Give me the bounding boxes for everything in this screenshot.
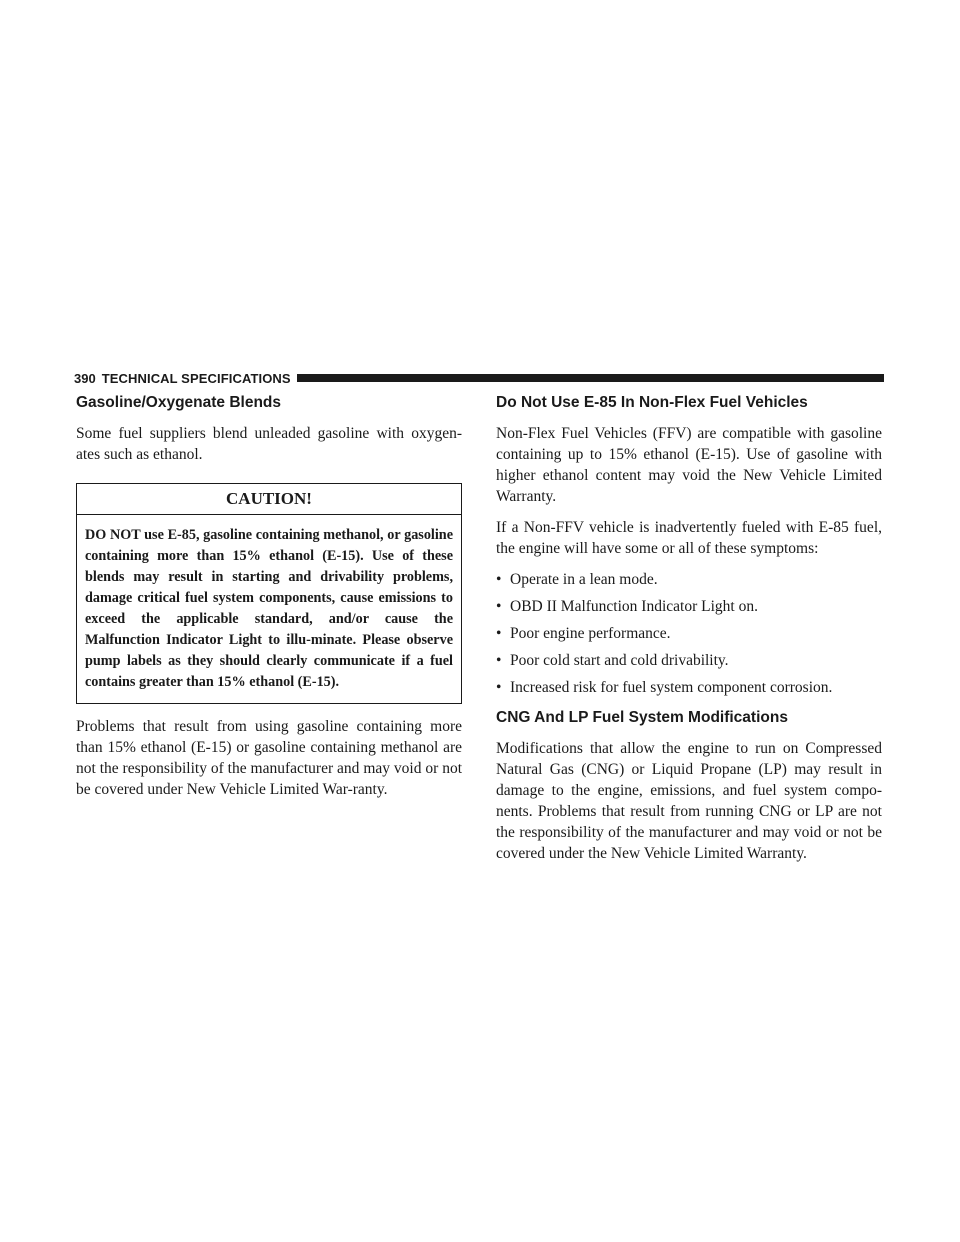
list-item (496, 650, 882, 671)
problems-paragraph: Problems that result from using gasoline containing more than 15% ethanol (E-15) or gasoline containing methanol are not the responsibility of the manufacturer and may void or not be covered under New Vehicle Limited War-ranty. (76, 718, 462, 798)
list-item (496, 596, 882, 617)
header-rule (297, 374, 884, 382)
caution-text: DO NOT use E-85, gasoline containing methanol, or gasoline containing more than 15% ethanol (E-15). Use of these blends may result in starting and drivability problems, damage critical fuel system components, cause emissions to exceed the applicable standard, and/or cause the Malfunction Indicator Light to illu-minate. Please observe pump labels as they should clearly communicate if a fuel contains greater than 15% ethanol (E-15). (85, 527, 453, 690)
symptoms-intro-paragraph: If a Non-FFV vehicle is inadvertently fueled with E-85 fuel, the engine will have some or all of these symptoms: (496, 519, 882, 557)
bullet: • (496, 679, 502, 696)
symptoms-list (496, 569, 882, 698)
bullet: • (496, 652, 502, 669)
heading-do-not-use-e85: Do Not Use E-85 In Non-Flex Fuel Vehicles (496, 394, 808, 411)
right-column (496, 393, 882, 874)
page-number: 390 (74, 370, 96, 386)
heading-cng-lp-modifications: CNG And LP Fuel System Modifications (496, 709, 788, 726)
list-item-text: OBD II Malfunction Indicator Light on. (510, 598, 758, 615)
cng-lp-paragraph: Modifications that allow the engine to run on Compressed Natural Gas (CNG) or Liquid Propane (LP) may result in damage to the engine, emissions, and fuel system compo-nents. Problems that result from running CNG or LP are not the responsibility of the manufacturer and may void or not be covered under the New Vehicle Limited Warranty. (496, 740, 882, 862)
caution-title: CAUTION! (77, 484, 461, 515)
caution-box (76, 483, 462, 704)
page-header (74, 368, 884, 388)
bullet: • (496, 625, 502, 642)
list-item-text: Poor cold start and cold drivability. (510, 652, 729, 669)
bullet: • (496, 571, 502, 588)
list-item (496, 623, 882, 644)
list-item (496, 569, 882, 590)
list-item-text: Poor engine performance. (510, 625, 671, 642)
list-item (496, 677, 882, 698)
heading-gasoline-oxygenate-blends: Gasoline/Oxygenate Blends (76, 394, 282, 411)
ffv-compatibility-paragraph: Non-Flex Fuel Vehicles (FFV) are compatible with gasoline containing up to 15% ethanol (E-15). Use of gasoline with higher ethanol content may void the New Vehicle Limited Warranty. (496, 425, 882, 505)
bullet: • (496, 598, 502, 615)
list-item-text: Increased risk for fuel system component corrosion. (510, 679, 833, 696)
list-item-text: Operate in a lean mode. (510, 571, 658, 588)
intro-paragraph: Some fuel suppliers blend unleaded gasoline with oxygen-ates such as ethanol. (76, 425, 462, 463)
left-column (76, 393, 462, 810)
section-title: TECHNICAL SPECIFICATIONS (101, 370, 291, 386)
